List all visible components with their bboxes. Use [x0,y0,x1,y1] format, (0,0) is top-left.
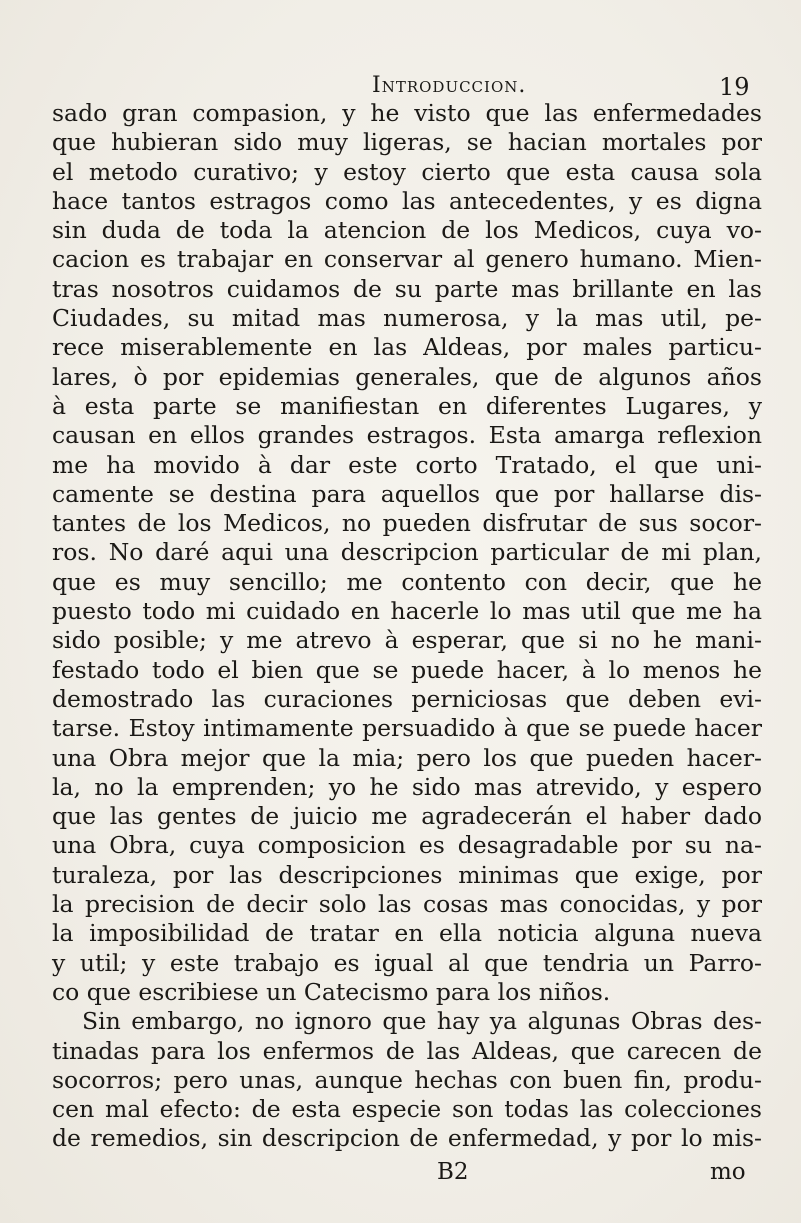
text-line: la, no la emprenden; yo he sido mas atrevido, y espero [52,772,762,801]
text-line: rece miserablemente en las Aldeas, por males particu- [52,333,762,362]
text-line: que las gentes de juicio me agradecerán el haber dado [52,802,762,831]
text-line-paragraph-end: co que escribiese un Catecismo para los niños. [52,977,611,1006]
page-number: 19 [719,73,750,101]
body-text [52,99,762,1154]
signature-mark: B2 [437,1159,469,1185]
text-line: demostrado las curaciones perniciosas que deben evi- [52,684,762,713]
text-line: y util; y este trabajo es igual al que tendria un Parro- [52,948,762,977]
text-line: ros. No daré aqui una descripcion particular de mi plan, [52,538,762,567]
text-line: tinadas para los enfermos de las Aldeas, que carecen de [52,1036,762,1065]
text-line: la imposibilidad de tratar en ella noticia alguna nueva [52,919,762,948]
text-line: una Obra mejor que la mia; pero los que pueden hacer- [52,743,762,772]
text-line: el metodo curativo; y estoy cierto que esta causa sola [52,157,762,186]
text-line: puesto todo mi cuidado en hacerle lo mas util que me ha [52,597,762,626]
text-line: que es muy sencillo; me contento con decir, que he [52,567,762,596]
text-line: que hubieran sido muy ligeras, se hacian mortales por [52,128,762,157]
text-line: festado todo el bien que se puede hacer, à lo menos he [52,655,762,684]
text-line: sado gran compasion, y he visto que las enfermedades [52,99,762,127]
text-line: de remedios, sin descripcion de enfermedad, y por lo mis- [52,1124,762,1153]
text-line: una Obra, cuya composicion es desagradable por su na- [52,831,762,860]
text-line: socorros; pero unas, aunque hechas con buen fin, produ- [52,1065,762,1094]
running-title: Introduccion. [372,73,527,98]
text-line: lares, ò por epidemias generales, que de algunos años [52,362,762,391]
text-line: la precision de decir solo las cosas mas conocidas, y por [52,890,762,919]
text-line: Ciudades, su mitad mas numerosa, y la mas util, pe- [52,304,762,333]
text-line: tantes de los Medicos, no pueden disfrutar de sus socor- [52,509,762,538]
text-line: tarse. Estoy intimamente persuadido à que se puede hacer [52,714,762,743]
text-line: sido posible; y me atrevo à esperar, que si no he mani- [52,626,762,655]
text-line: turaleza, por las descripciones minimas que exige, por [52,860,762,889]
text-line: hace tantos estragos como las antecedentes, y es digna [52,186,762,215]
text-line: à esta parte se manifiestan en diferentes Lugares, y [52,391,762,420]
text-line: camente se destina para aquellos que por hallarse dis- [52,479,762,508]
text-line: cacion es trabajar en conservar al genero humano. Mien- [52,245,762,274]
text-line: sin duda de toda la atencion de los Medicos, cuya vo- [52,216,762,245]
text-line: cen mal efecto: de esta especie son todas las colecciones [52,1095,762,1124]
text-line: tras nosotros cuidamos de su parte mas brillante en las [52,274,762,303]
text-line: me ha movido à dar este corto Tratado, el que uni- [52,450,762,479]
text-line: causan en ellos grandes estragos. Esta amarga reflexion [52,421,762,450]
catchword: mo [710,1159,746,1185]
text-line-paragraph-start: Sin embargo, no ignoro que hay ya algunas Obras des- [82,1007,762,1036]
